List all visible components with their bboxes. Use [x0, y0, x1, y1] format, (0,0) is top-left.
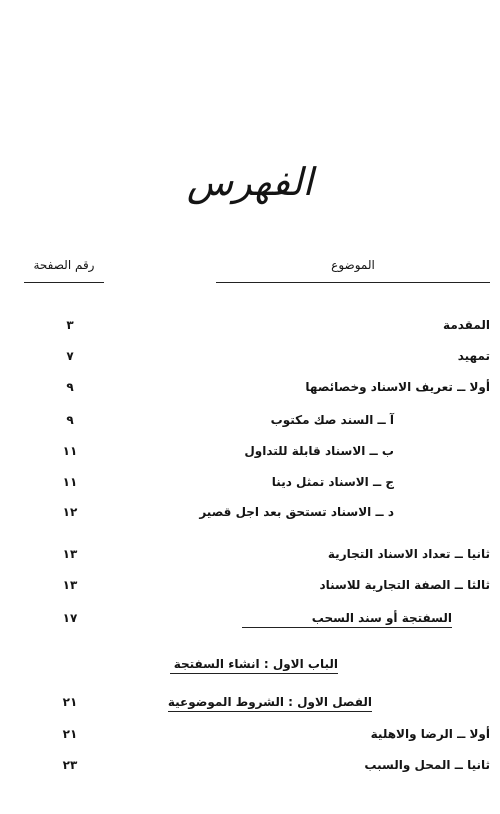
toc-entry-page: ٢١ — [62, 727, 78, 741]
toc-entry-page: ٩ — [66, 413, 74, 427]
toc-entry — [0, 349, 500, 369]
toc-entry — [0, 695, 500, 715]
toc-entry-label: ثانيا ــ تعداد الاسناد التجارية — [327, 547, 490, 561]
toc-entry-label: ثانيا ــ المحل والسبب — [364, 758, 490, 772]
page-column-header: رقم الصفحة — [33, 258, 95, 272]
toc-entry-label: الباب الاول : انشاء السفتجة — [170, 657, 338, 674]
toc-entry-page: ٧ — [66, 349, 74, 363]
toc-entry — [0, 413, 500, 433]
toc-entry-label: المقدمة — [443, 318, 490, 332]
toc-entry — [0, 475, 500, 495]
toc-entry — [0, 505, 500, 525]
toc-entry — [0, 547, 500, 567]
toc-entry-label: ج ــ الاسناد تمثل دينا — [271, 475, 394, 489]
toc-entry-label: السفتجة أو سند السحب — [242, 611, 452, 628]
toc-entry-page: ١٢ — [62, 505, 78, 519]
page-title: الفهرس — [186, 160, 314, 204]
toc-entry — [0, 758, 500, 778]
toc-entry-page: ٢٣ — [62, 758, 78, 772]
toc-entry-label: تمهيد — [457, 349, 490, 363]
toc-section-heading — [0, 657, 500, 677]
toc-entry-page: ١١ — [62, 444, 78, 458]
toc-entry — [0, 578, 500, 598]
toc-entry-page: ١٣ — [62, 578, 78, 592]
topic-header-rule — [216, 282, 490, 283]
toc-entry — [0, 611, 500, 631]
toc-entry-label: أولا ــ الرضا والاهلية — [370, 727, 490, 741]
topic-column-header: الموضوع — [331, 258, 375, 272]
toc-entry-label: ثالثا ــ الصفة التجارية للاسناد — [319, 578, 490, 592]
page-header-rule — [24, 282, 104, 283]
toc-entry-page: ١١ — [62, 475, 78, 489]
toc-entry-page: ١٧ — [62, 611, 78, 625]
toc-entry-label: أولا ــ تعريف الاسناد وخصائصها — [305, 380, 490, 394]
toc-entry-label: ب ــ الاسناد قابلة للتداول — [244, 444, 394, 458]
toc-entry-page: ٩ — [66, 380, 74, 394]
toc-entry-page: ٢١ — [62, 695, 78, 709]
toc-entry — [0, 318, 500, 338]
toc-entry — [0, 444, 500, 464]
toc-entry — [0, 380, 500, 400]
toc-entry-page: ٣ — [66, 318, 74, 332]
toc-entry-label: آ ــ السند صك مكتوب — [270, 413, 394, 427]
toc-entry-label: الفصل الاول : الشروط الموضوعية — [168, 695, 372, 712]
toc-entry-label: د ــ الاسناد تستحق بعد اجل قصير — [199, 505, 394, 519]
toc-entry-page: ١٣ — [62, 547, 78, 561]
toc-entry — [0, 727, 500, 747]
